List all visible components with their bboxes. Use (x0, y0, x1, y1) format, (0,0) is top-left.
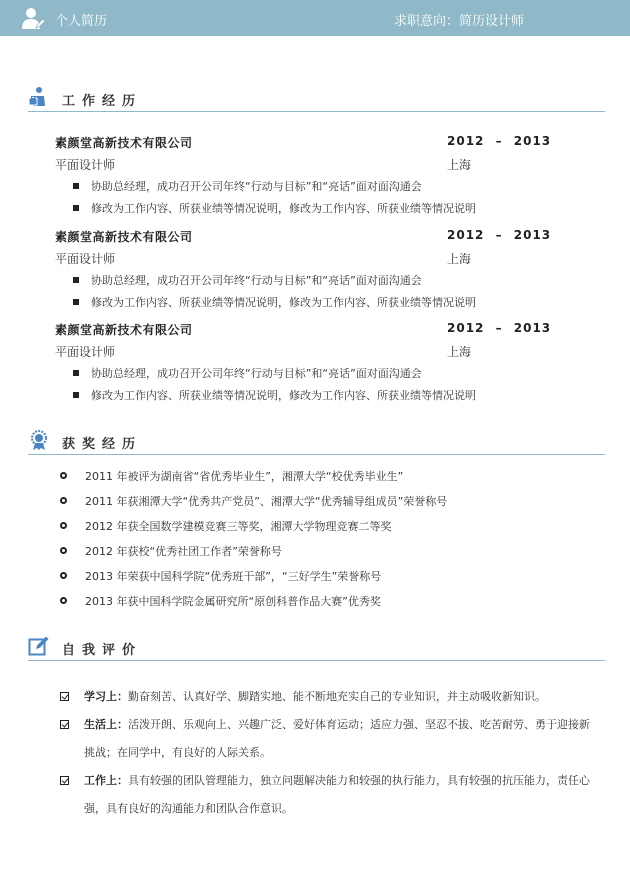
circle-bullet-icon (60, 547, 67, 554)
job-duty: 协助总经理，成功召开公司年终“行动与目标”和“亮话”面对面沟通会 (73, 365, 422, 381)
header-bar (0, 0, 630, 36)
job-duty: 修改为工作内容、所获业绩等情况说明，修改为工作内容、所获业绩等情况说明 (73, 387, 476, 403)
evaluation-item: 工作上：具有较强的团队管理能力，独立问题解决能力和较强的执行能力，具有较强的抗压能力，责任心强，具有良好的沟通能力和团队合作意识。 (60, 767, 590, 823)
job-duty: 协助总经理，成功召开公司年终“行动与目标”和“亮话”面对面沟通会 (73, 178, 422, 194)
circle-bullet-icon (60, 522, 67, 529)
square-bullet-icon (73, 299, 79, 305)
job-city: 上海 (447, 252, 472, 266)
award-item: 2011 年获湘潭大学“优秀共产党员”、湘潭大学“优秀辅导组成员”荣誉称号 (60, 493, 590, 518)
company-name: 素颜堂高新技术有限公司 (55, 136, 193, 150)
job-period: 2012 – 2013 (447, 321, 552, 335)
header-title: 个人简历 (55, 14, 108, 29)
job-duty: 修改为工作内容、所获业绩等情况说明，修改为工作内容、所获业绩等情况说明 (73, 294, 476, 310)
section-awards (28, 429, 605, 455)
circle-bullet-icon (60, 472, 67, 479)
company-name: 素颜堂高新技术有限公司 (55, 323, 193, 337)
job-period: 2012 – 2013 (447, 134, 552, 148)
briefcase-person-icon (28, 86, 50, 108)
award-item: 2013 年获中国科学院金属研究所“原创科普作品大赛”优秀奖 (60, 593, 590, 618)
award-item: 2012 年获校“优秀社团工作者”荣誉称号 (60, 543, 590, 568)
job-city: 上海 (447, 345, 472, 359)
circle-bullet-icon (60, 572, 67, 579)
award-item: 2013 年荣获中国科学院“优秀班干部”，“三好学生”荣誉称号 (60, 568, 590, 593)
job-role: 平面设计师 (55, 345, 116, 359)
job-role: 平面设计师 (55, 158, 116, 172)
job-intent: 求职意向：简历设计师 (393, 14, 524, 29)
section-title: 自我评价 (62, 643, 143, 658)
section-title: 工作经历 (62, 94, 143, 109)
job-duty: 修改为工作内容、所获业绩等情况说明，修改为工作内容、所获业绩等情况说明 (73, 200, 476, 216)
checkbox-icon (60, 776, 69, 785)
circle-bullet-icon (60, 497, 67, 504)
company-name: 素颜堂高新技术有限公司 (55, 230, 193, 244)
square-bullet-icon (73, 370, 79, 376)
section-evaluation (28, 635, 605, 661)
circle-bullet-icon (60, 597, 67, 604)
evaluation-list (60, 683, 590, 823)
award-item: 2011 年被评为湖南省“省优秀毕业生”，湘潭大学“校优秀毕业生” (60, 468, 590, 493)
evaluation-item: 生活上：活泼开朗、乐观向上、兴趣广泛、爱好体育运动；适应力强、坚忍不拔、吃苦耐劳、勇于迎接新挑战；在同学中，有良好的人际关系。 (60, 711, 590, 767)
job-role: 平面设计师 (55, 252, 116, 266)
section-title: 获奖经历 (62, 437, 143, 452)
job-period: 2012 – 2013 (447, 228, 552, 242)
checkbox-icon (60, 720, 69, 729)
job-duty: 协助总经理，成功召开公司年终“行动与目标”和“亮话”面对面沟通会 (73, 272, 422, 288)
medal-icon (28, 429, 50, 451)
job-city: 上海 (447, 158, 472, 172)
checkbox-icon (60, 692, 69, 701)
award-item: 2012 年获全国数学建模竞赛三等奖，湘潭大学物理竞赛二等奖 (60, 518, 590, 543)
awards-list (60, 468, 590, 618)
evaluation-item: 学习上：勤奋刻苦、认真好学、脚踏实地、能不断地充实自己的专业知识，并主动吸收新知识。 (60, 683, 590, 711)
edit-icon (28, 635, 50, 657)
square-bullet-icon (73, 183, 79, 189)
square-bullet-icon (73, 205, 79, 211)
square-bullet-icon (73, 392, 79, 398)
user-icon (20, 5, 46, 31)
section-work (28, 86, 605, 112)
square-bullet-icon (73, 277, 79, 283)
